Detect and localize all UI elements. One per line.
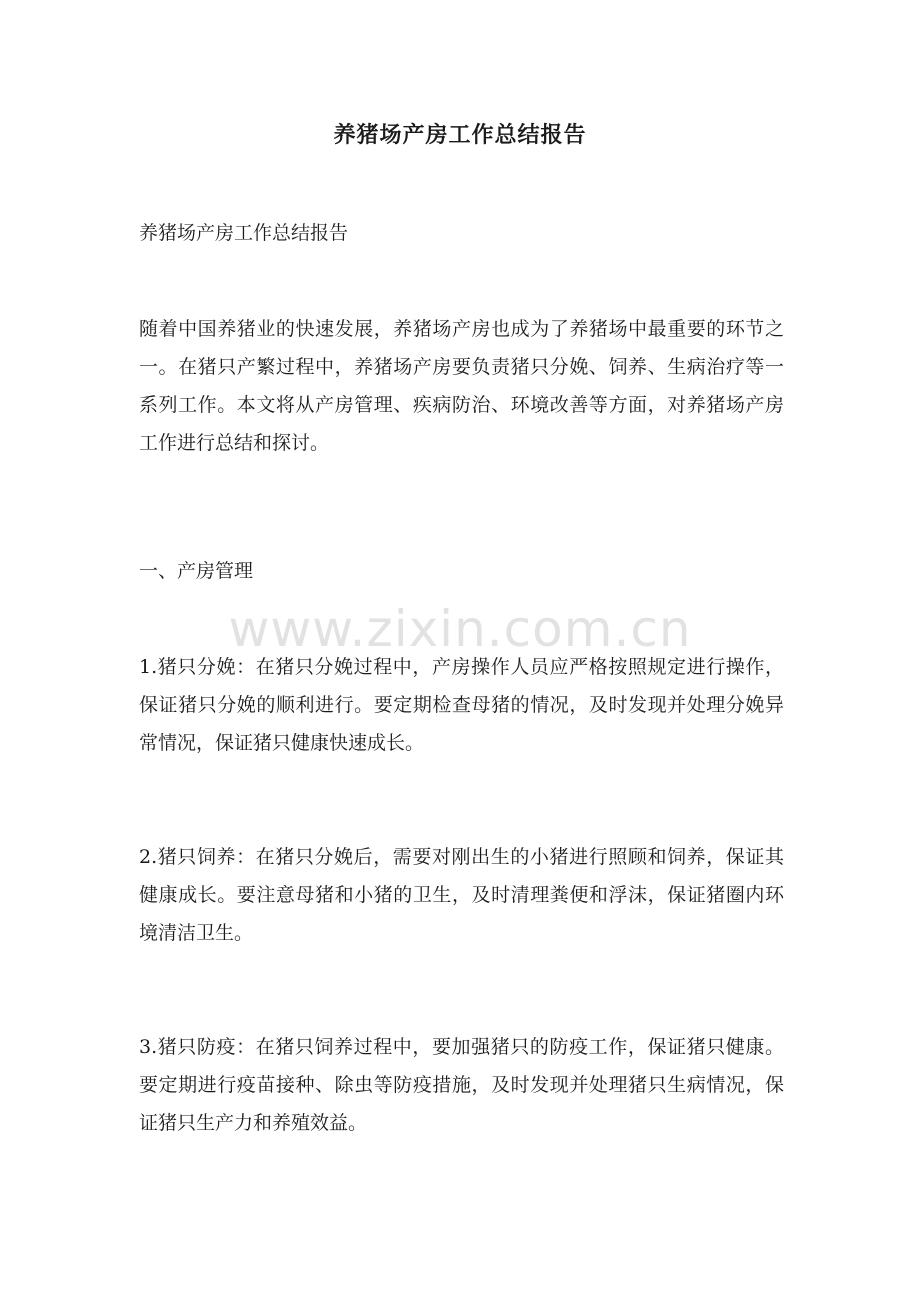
section-heading: 一、产房管理 bbox=[139, 560, 254, 582]
intro-paragraph: 随着中国养猪业的快速发展，养猪场产房也成为了养猪场中最重要的环节之一。在猪只产繁过程中，养猪场产房要负责猪只分娩、饲养、生病治疗等一系列工作。本文将从产房管理、疾病防治、环境改善等方面，对养猪场产房工作进行总结和探讨。 bbox=[139, 318, 784, 454]
list-item-feeding: 2.猪只饲养：在猪只分娩后，需要对刚出生的小猪进行照顾和饲养，保证其健康成长。要注意母猪和小猪的卫生，及时清理粪便和浮沫，保证猪圈内环境清洁卫生。 bbox=[139, 846, 784, 944]
list-item-delivery: 1.猪只分娩：在猪只分娩过程中，产房操作人员应严格按照规定进行操作，保证猪只分娩的顺利进行。要定期检查母猪的情况，及时发现并处理分娩异常情况，保证猪只健康快速成长。 bbox=[139, 656, 784, 754]
watermark: www.zixin.com.cn bbox=[228, 600, 692, 658]
document-subtitle: 养猪场产房工作总结报告 bbox=[139, 222, 349, 244]
document-title: 养猪场产房工作总结报告 bbox=[333, 122, 587, 148]
list-item-epidemic-prevention: 3.猪只防疫：在猪只饲养过程中，要加强猪只的防疫工作，保证猪只健康。要定期进行疫苗接种、除虫等防疫措施，及时发现并处理猪只生病情况，保证猪只生产力和养殖效益。 bbox=[139, 1036, 784, 1134]
